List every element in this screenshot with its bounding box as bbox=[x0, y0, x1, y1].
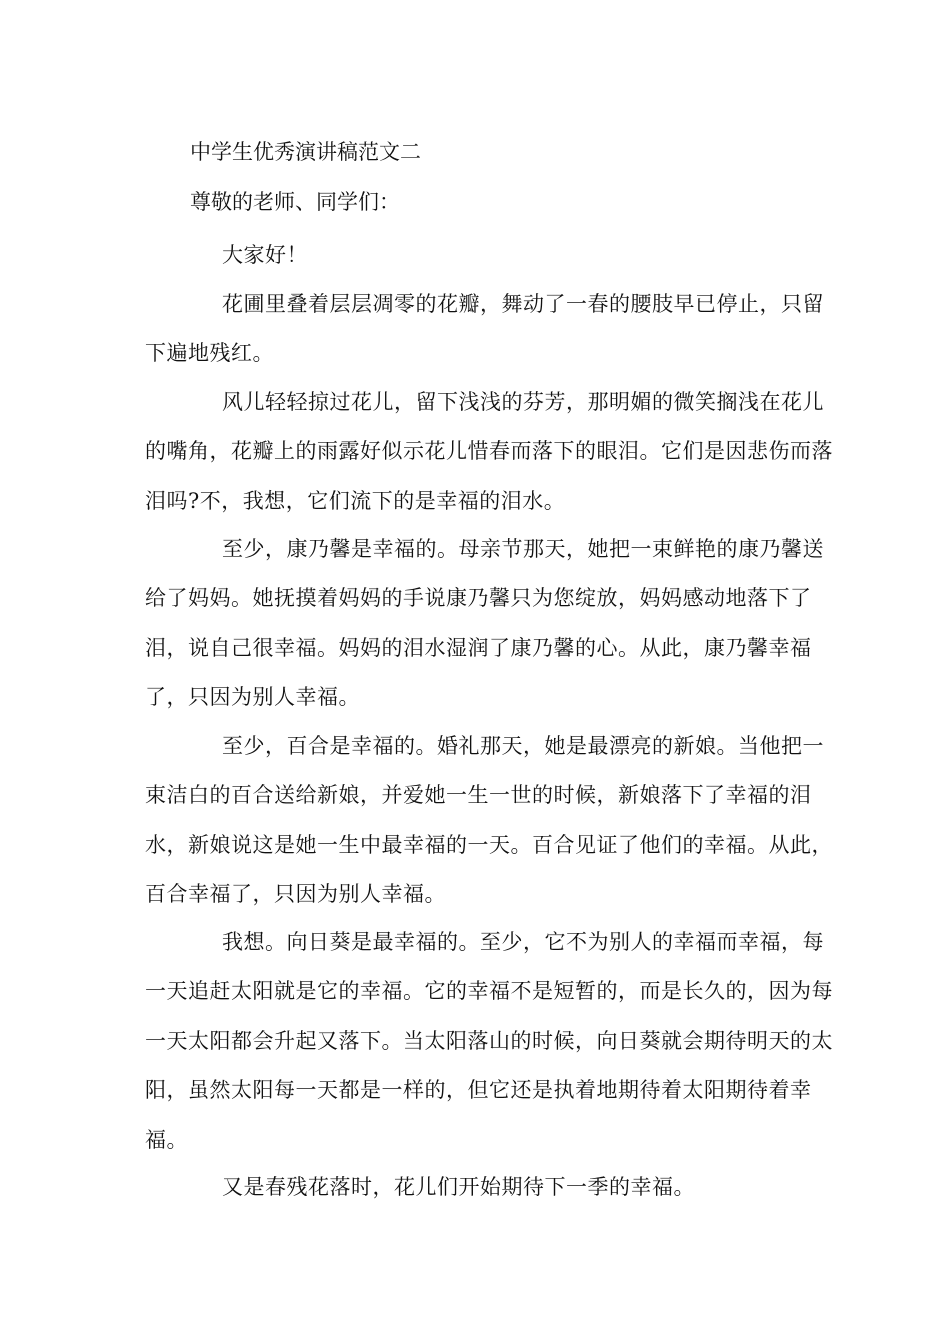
salutation: 尊敬的老师、同学们： bbox=[190, 190, 400, 214]
document-title: 中学生优秀演讲稿范文二 bbox=[190, 140, 421, 164]
greeting: 大家好！ bbox=[222, 243, 308, 267]
paragraph: 又是春残花落时，花儿们开始期待下一季的幸福。 bbox=[222, 1175, 695, 1199]
paragraph: 我想。向日葵是最幸福的。至少，它不为别人的幸福而幸福，每一天追赶太阳就是它的幸福。它的幸福不是短暂的，而是长久的，因为每一天太阳都会升起又落下。当太阳落山的时候，向日葵就会期待明天的太阳，虽然太阳每一天都是一样的，但它还是执着地期待着太阳期待着幸福。 bbox=[145, 930, 833, 1152]
paragraph: 花圃里叠着层层凋零的花瓣，舞动了一春的腰肢早已停止，只留下遍地残红。 bbox=[145, 292, 824, 366]
paragraph: 至少，康乃馨是幸福的。母亲节那天，她把一束鲜艳的康乃馨送给了妈妈。她抚摸着妈妈的手说康乃馨只为您绽放，妈妈感动地落下了泪，说自己很幸福。妈妈的泪水湿润了康乃馨的心。从此，康乃馨幸福了，只因为别人幸福。 bbox=[145, 537, 824, 710]
paragraph: 至少，百合是幸福的。婚礼那天，她是最漂亮的新娘。当他把一束洁白的百合送给新娘，并爱她一生一世的时候，新娘落下了幸福的泪水，新娘说这是她一生中最幸福的一天。百合见证了他们的幸福。从此，百合幸福了，只因为别人幸福。 bbox=[145, 734, 833, 907]
paragraph: 风儿轻轻掠过花儿，留下浅浅的芬芳，那明媚的微笑搁浅在花儿的嘴角，花瓣上的雨露好似示花儿惜春而落下的眼泪。它们是因悲伤而落泪吗?不，我想，它们流下的是幸福的泪水。 bbox=[145, 390, 833, 513]
